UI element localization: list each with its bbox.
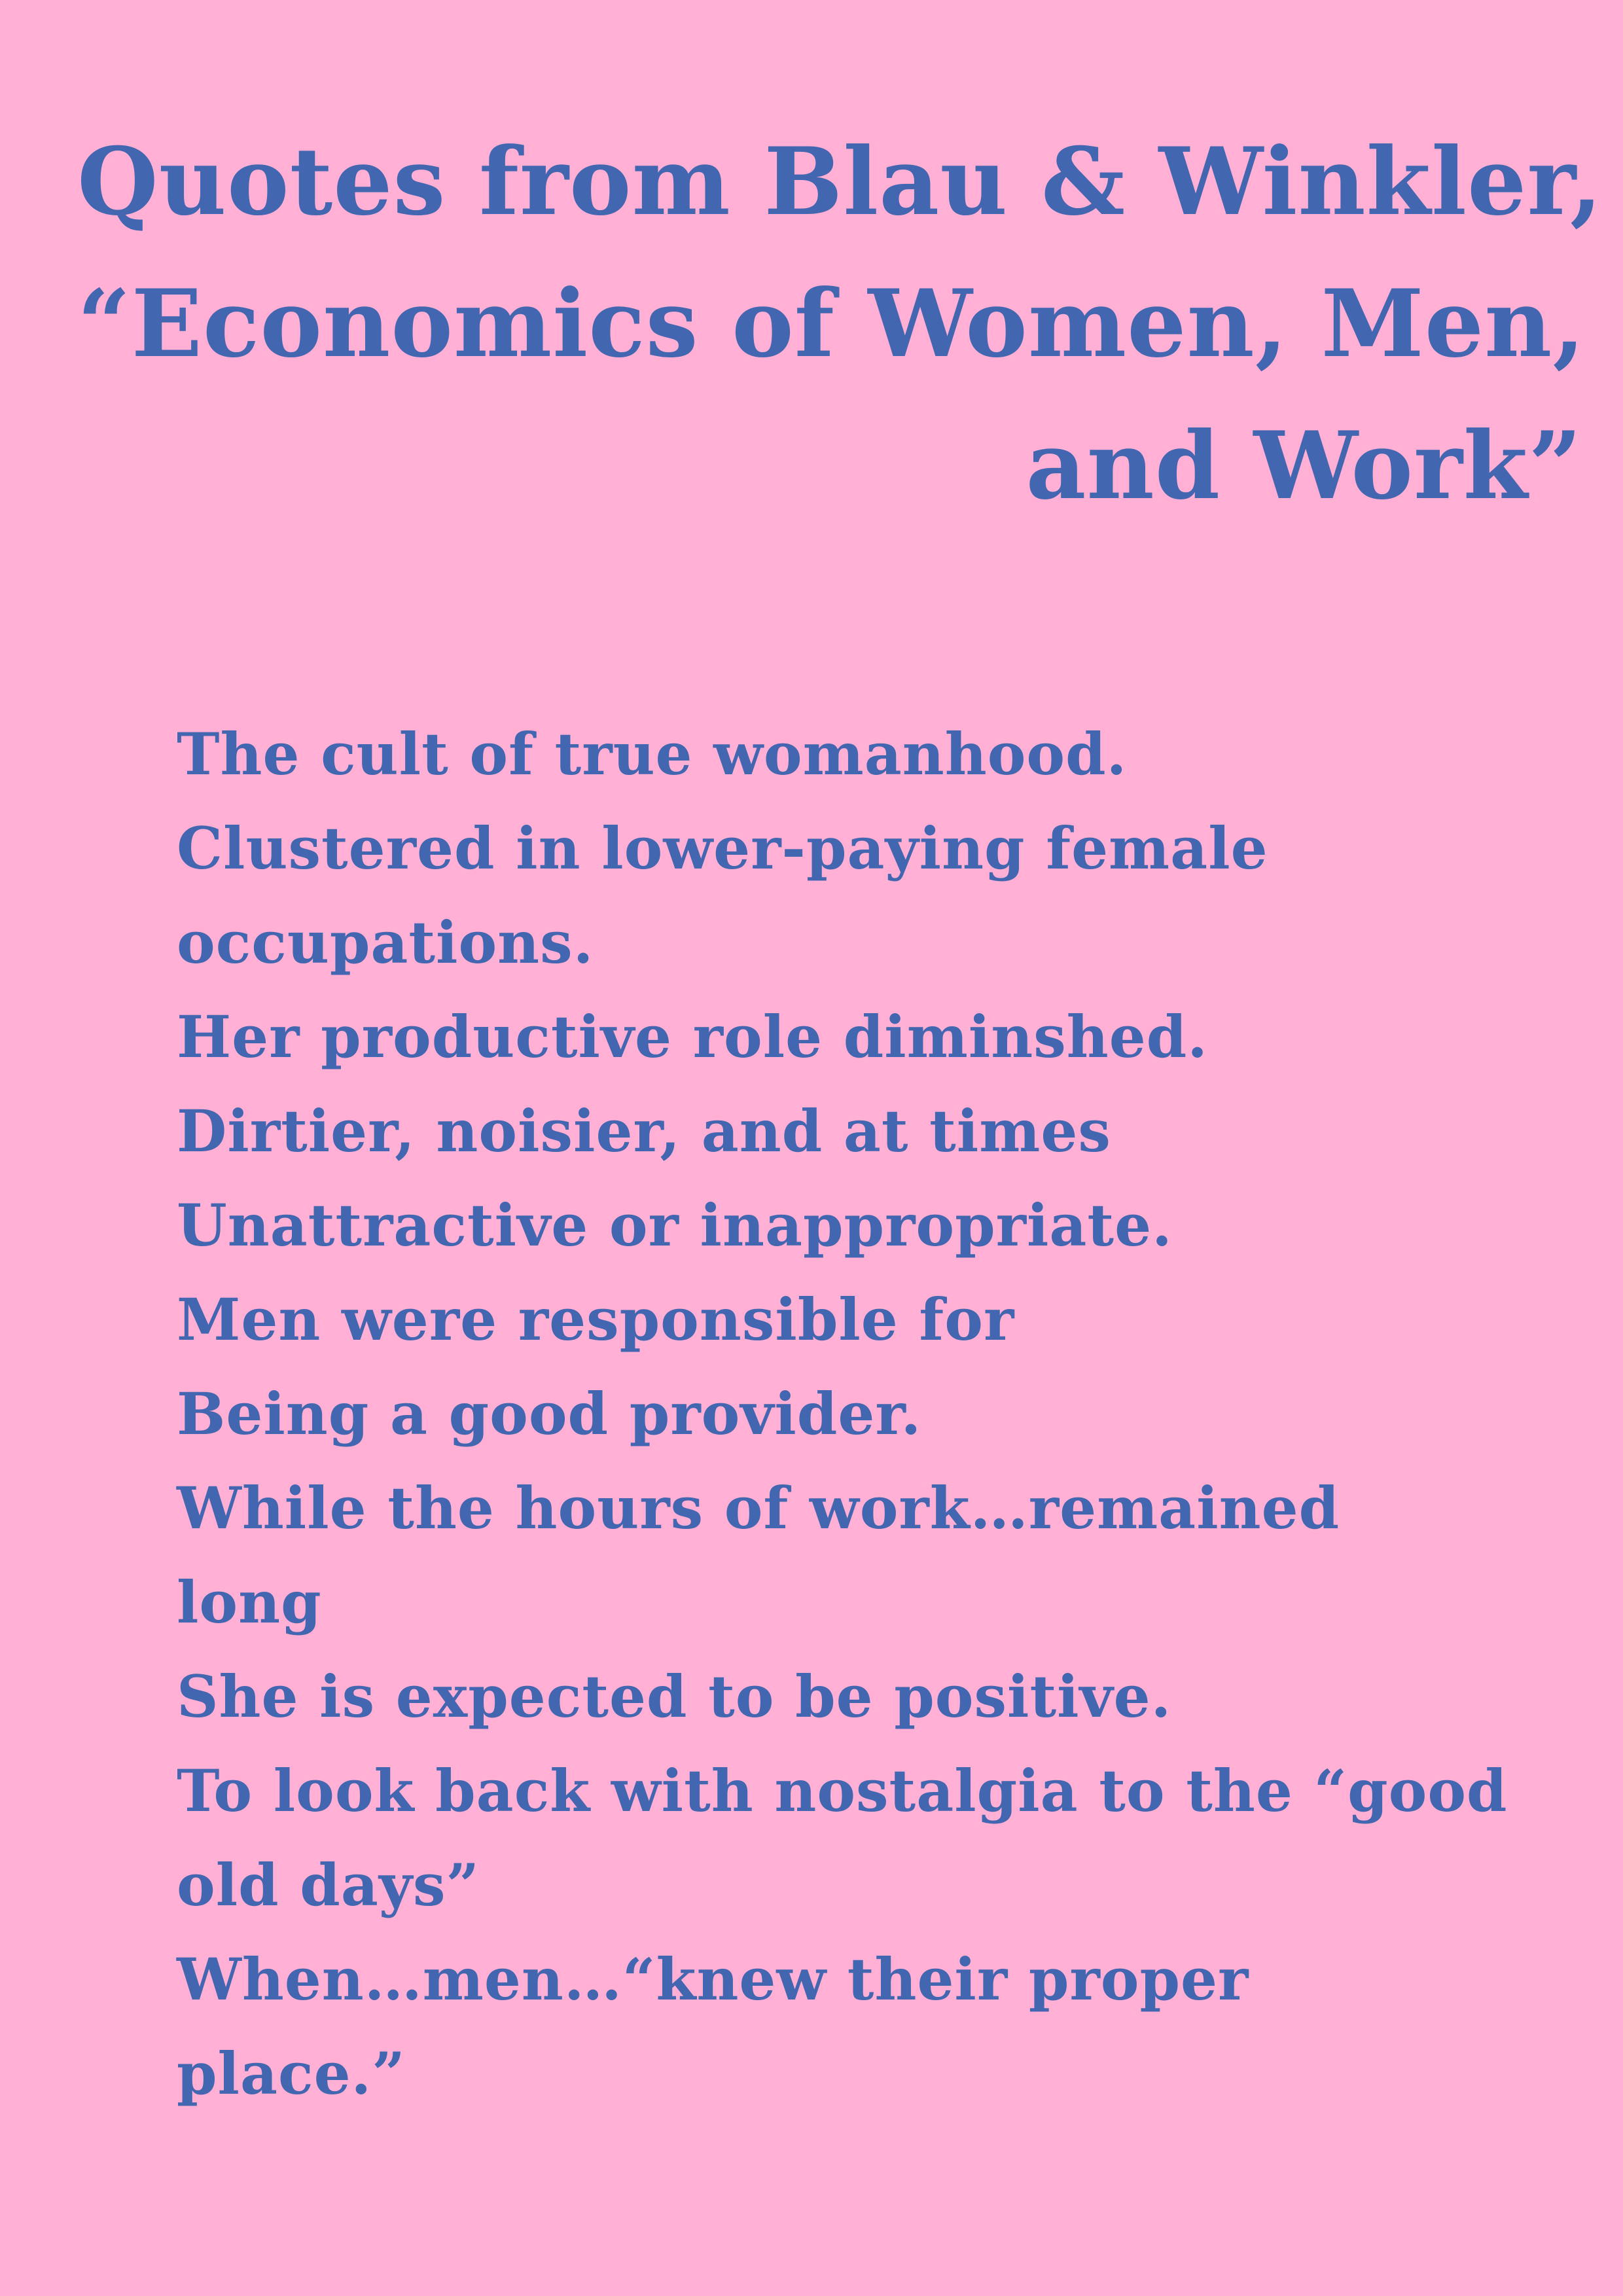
quote-line-9: While the hours of work…remained <box>177 1474 1340 1542</box>
quote-line-12: To look back with nostalgia to the “good <box>177 1757 1508 1825</box>
title-line-1: Quotes from Blau & Winkler, <box>77 128 1603 236</box>
quote-line-11: She is expected to be positive. <box>177 1662 1172 1731</box>
quote-line-10: long <box>177 1568 322 1636</box>
title-line-3: and Work” <box>1026 412 1582 520</box>
quote-line-1: The cult of true womanhood. <box>177 720 1128 788</box>
quote-line-8: Being a good provider. <box>177 1380 922 1448</box>
quote-line-7: Men were responsible for <box>177 1285 1015 1354</box>
quote-line-5: Dirtier, noisier, and at times <box>177 1097 1111 1165</box>
quotes-block <box>177 707 1508 2121</box>
title-line-2: “Economics of Women, Men, <box>77 270 1586 378</box>
page-title <box>77 111 1603 537</box>
quote-line-2: Clustered in lower-paying female <box>177 814 1268 882</box>
quote-line-6: Unattractive or inappropriate. <box>177 1191 1173 1259</box>
quote-line-15: place.” <box>177 2039 406 2108</box>
quote-line-4: Her productive role diminshed. <box>177 1003 1208 1071</box>
quote-line-13: old days” <box>177 1851 480 1919</box>
quote-line-3: occupations. <box>177 908 594 977</box>
quote-line-14: When…men…“knew their proper <box>177 1945 1249 2013</box>
